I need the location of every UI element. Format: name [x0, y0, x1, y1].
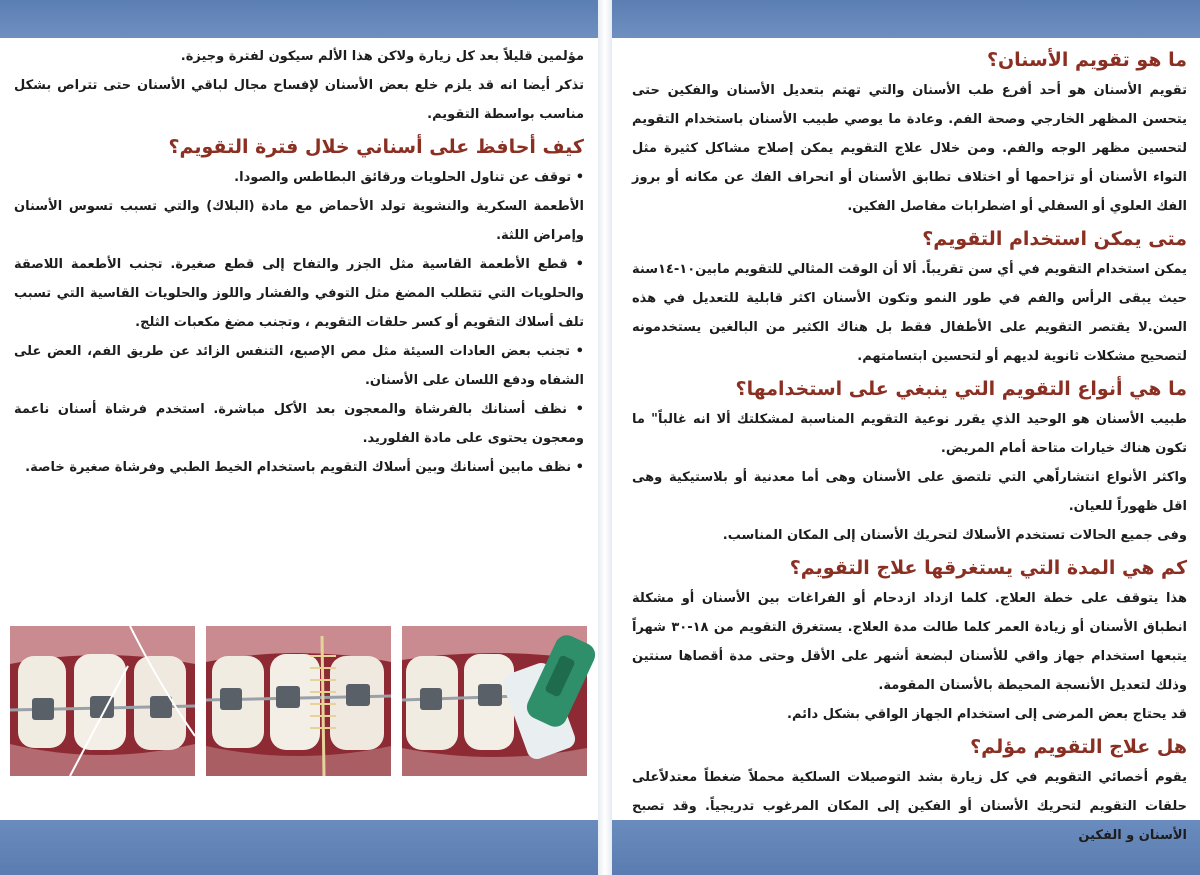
- braces-photos: [10, 626, 588, 776]
- bullet-sugar-acids: الأطعمة السكرية والنشوية تولد الأحماض مع مادة (البلاك) والتي تسبب تسوس الأسنان وإمراض اللثة.: [14, 199, 584, 243]
- photo-toothbrush: [402, 626, 587, 776]
- heading-types: ما هي أنواع التقويم التي ينبغي على استخدامها؟: [735, 378, 1187, 400]
- left-column-text: [14, 42, 584, 482]
- right-page: [612, 38, 1200, 843]
- right-column-text: [632, 42, 1187, 850]
- page-fold: [598, 0, 612, 875]
- paragraph-what-is-orthodontics: تقويم الأسنان هو أحد أفرع طب الأسنان والتي تهتم بتعديل الأسنان والفكين حتى يتحسن المظهر الخارجي وصحة الفم. وعادة ما يوصي طبيب الأسنان باستخدام التقويم لتحسين مظهر الوجه والفم. ومن خلال علاج التقويم يمكن إصلاح مشاكل كثيرة مثل التواء الأسنان أو تزاحمها أو اختلاف تطابق الأسنان أو انحراف الفك عن مكانه أو بروز الفك العلوي أو السفلي أو اضطرابات مفاصل الفكين.: [632, 83, 1187, 214]
- paragraph-pain-short: مؤلمين قليلاً بعد كل زيارة ولاكن هذا الألم سيكون لفترة وجيزة.: [180, 49, 584, 64]
- heading-when-to-use: متى يمكن استخدام التقويم؟: [922, 228, 1187, 250]
- bullet-bad-habits: • تجنب بعض العادات السيئة مثل مص الإصبع، التنفس الزائد عن طريق الفم، العض على الشفاه ودفع اللسان على الأسنان.: [14, 344, 584, 388]
- bullet-cut-hard-food: • قطع الأطعمة القاسية مثل الجزر والتفاح إلى قطع صغيرة. تجنب الأطعمة اللاصقة والحلويات التي تتطلب المضغ مثل التوفي والفشار واللوز والحلويات القاسية التي تسبب تلف أسلاك التقويم أو كسر حلقات التقويم ، وتجنب مضغ مكعبات الثلج.: [14, 257, 584, 330]
- paragraph-types-wires: وفى جميع الحالات تستخدم الأسلاك لتحريك الأسنان إلى المكان المناسب.: [722, 528, 1187, 543]
- heading-care-during-braces: كيف أحافظ على أسناني خلال فترة التقويم؟: [168, 136, 584, 158]
- paragraph-when-to-use: يمكن استخدام التقويم في أي سن تقريباً. ألا أن الوقت المثالي للتقويم مابين١٠-١٤سنة حيث يبقى الرأس والفم في طور النمو وتكون الأسنان اكثر قابلية للتعديل في هذه السن.لا يقتصر التقويم على الأطفال فقط بل هناك الكثير من البالغين يستخدمونه لتصحيح مشكلات ثانوية لديهم أو لتحسين ابتسامتهم.: [632, 262, 1187, 364]
- heading-duration: كم هي المدة التي يستغرقها علاج التقويم؟: [789, 557, 1187, 579]
- paragraph-retainer: قد يحتاج بعض المرضى إلى استخدام الجهاز الواقي بشكل دائم.: [787, 707, 1187, 722]
- bullet-brush-after-eating: • نظف أسنانك بالفرشاة والمعجون بعد الأكل مباشرة. استخدم فرشاة أسنان ناعمة ومعجون يحتوى على مادة الفلوريد.: [14, 402, 584, 446]
- paragraph-is-it-painful: يقوم أخصائي التقويم في كل زيارة بشد التوصيلات السلكية محملاً ضغطاً معتدلاًعلى حلقات التقويم لتحريك الأسنان أو الفكين إلى المكان المرغوب تدريجياً. وقد تصبح الأسنان و الفكين: [632, 770, 1187, 843]
- bullet-avoid-sweets: • توقف عن تناول الحلويات ورقائق البطاطس والصودا.: [234, 170, 584, 185]
- left-page: [0, 38, 598, 820]
- photo-flossing: [10, 626, 195, 776]
- paragraph-types-dentist: طبيب الأسنان هو الوحيد الذي يقرر نوعية التقويم المناسبة لمشكلتك ألا انه غالباً" ما تكون هناك خيارات متاحة أمام المريض.: [632, 412, 1187, 456]
- heading-what-is-orthodontics: ما هو تقويم الأسنان؟: [986, 49, 1187, 71]
- paragraph-types-common: واكثر الأنواع انتشاراًهي التي تلتصق على الأسنان وهى أما معدنية أو بلاستيكية وهى اقل ظهوراً للعيان.: [632, 470, 1187, 514]
- paragraph-duration: هذا يتوقف على خطة العلاج. كلما ازداد ازدحام أو الفراغات بين الأسنان أو مشكلة انطباق الأسنان أو زيادة العمر كلما طالت مدة العلاج. يستغرق التقويم من ١٨-٣٠ شهراً يتبعها استخدام جهاز واقي للأسنان لبضعة أشهر على الأقل وحتى مدة أقصاها سنتين وذلك لتعديل الأنسجة المحيطة بالأسنان المقومة.: [632, 591, 1187, 693]
- bullet-floss: • نظف مابين أسنانك وبين أسلاك التقويم باستخدام الخيط الطبي وفرشاة صغيرة خاصة.: [25, 460, 584, 475]
- photo-interdental-brush: [206, 626, 391, 776]
- paragraph-extraction: تذكر أيضا انه قد يلزم خلع بعض الأسنان لإفساح مجال لباقي الأسنان حتى تتراص بشكل مناسب بواسطة التقويم.: [14, 78, 584, 122]
- heading-is-it-painful: هل علاج التقويم مؤلم؟: [970, 736, 1187, 758]
